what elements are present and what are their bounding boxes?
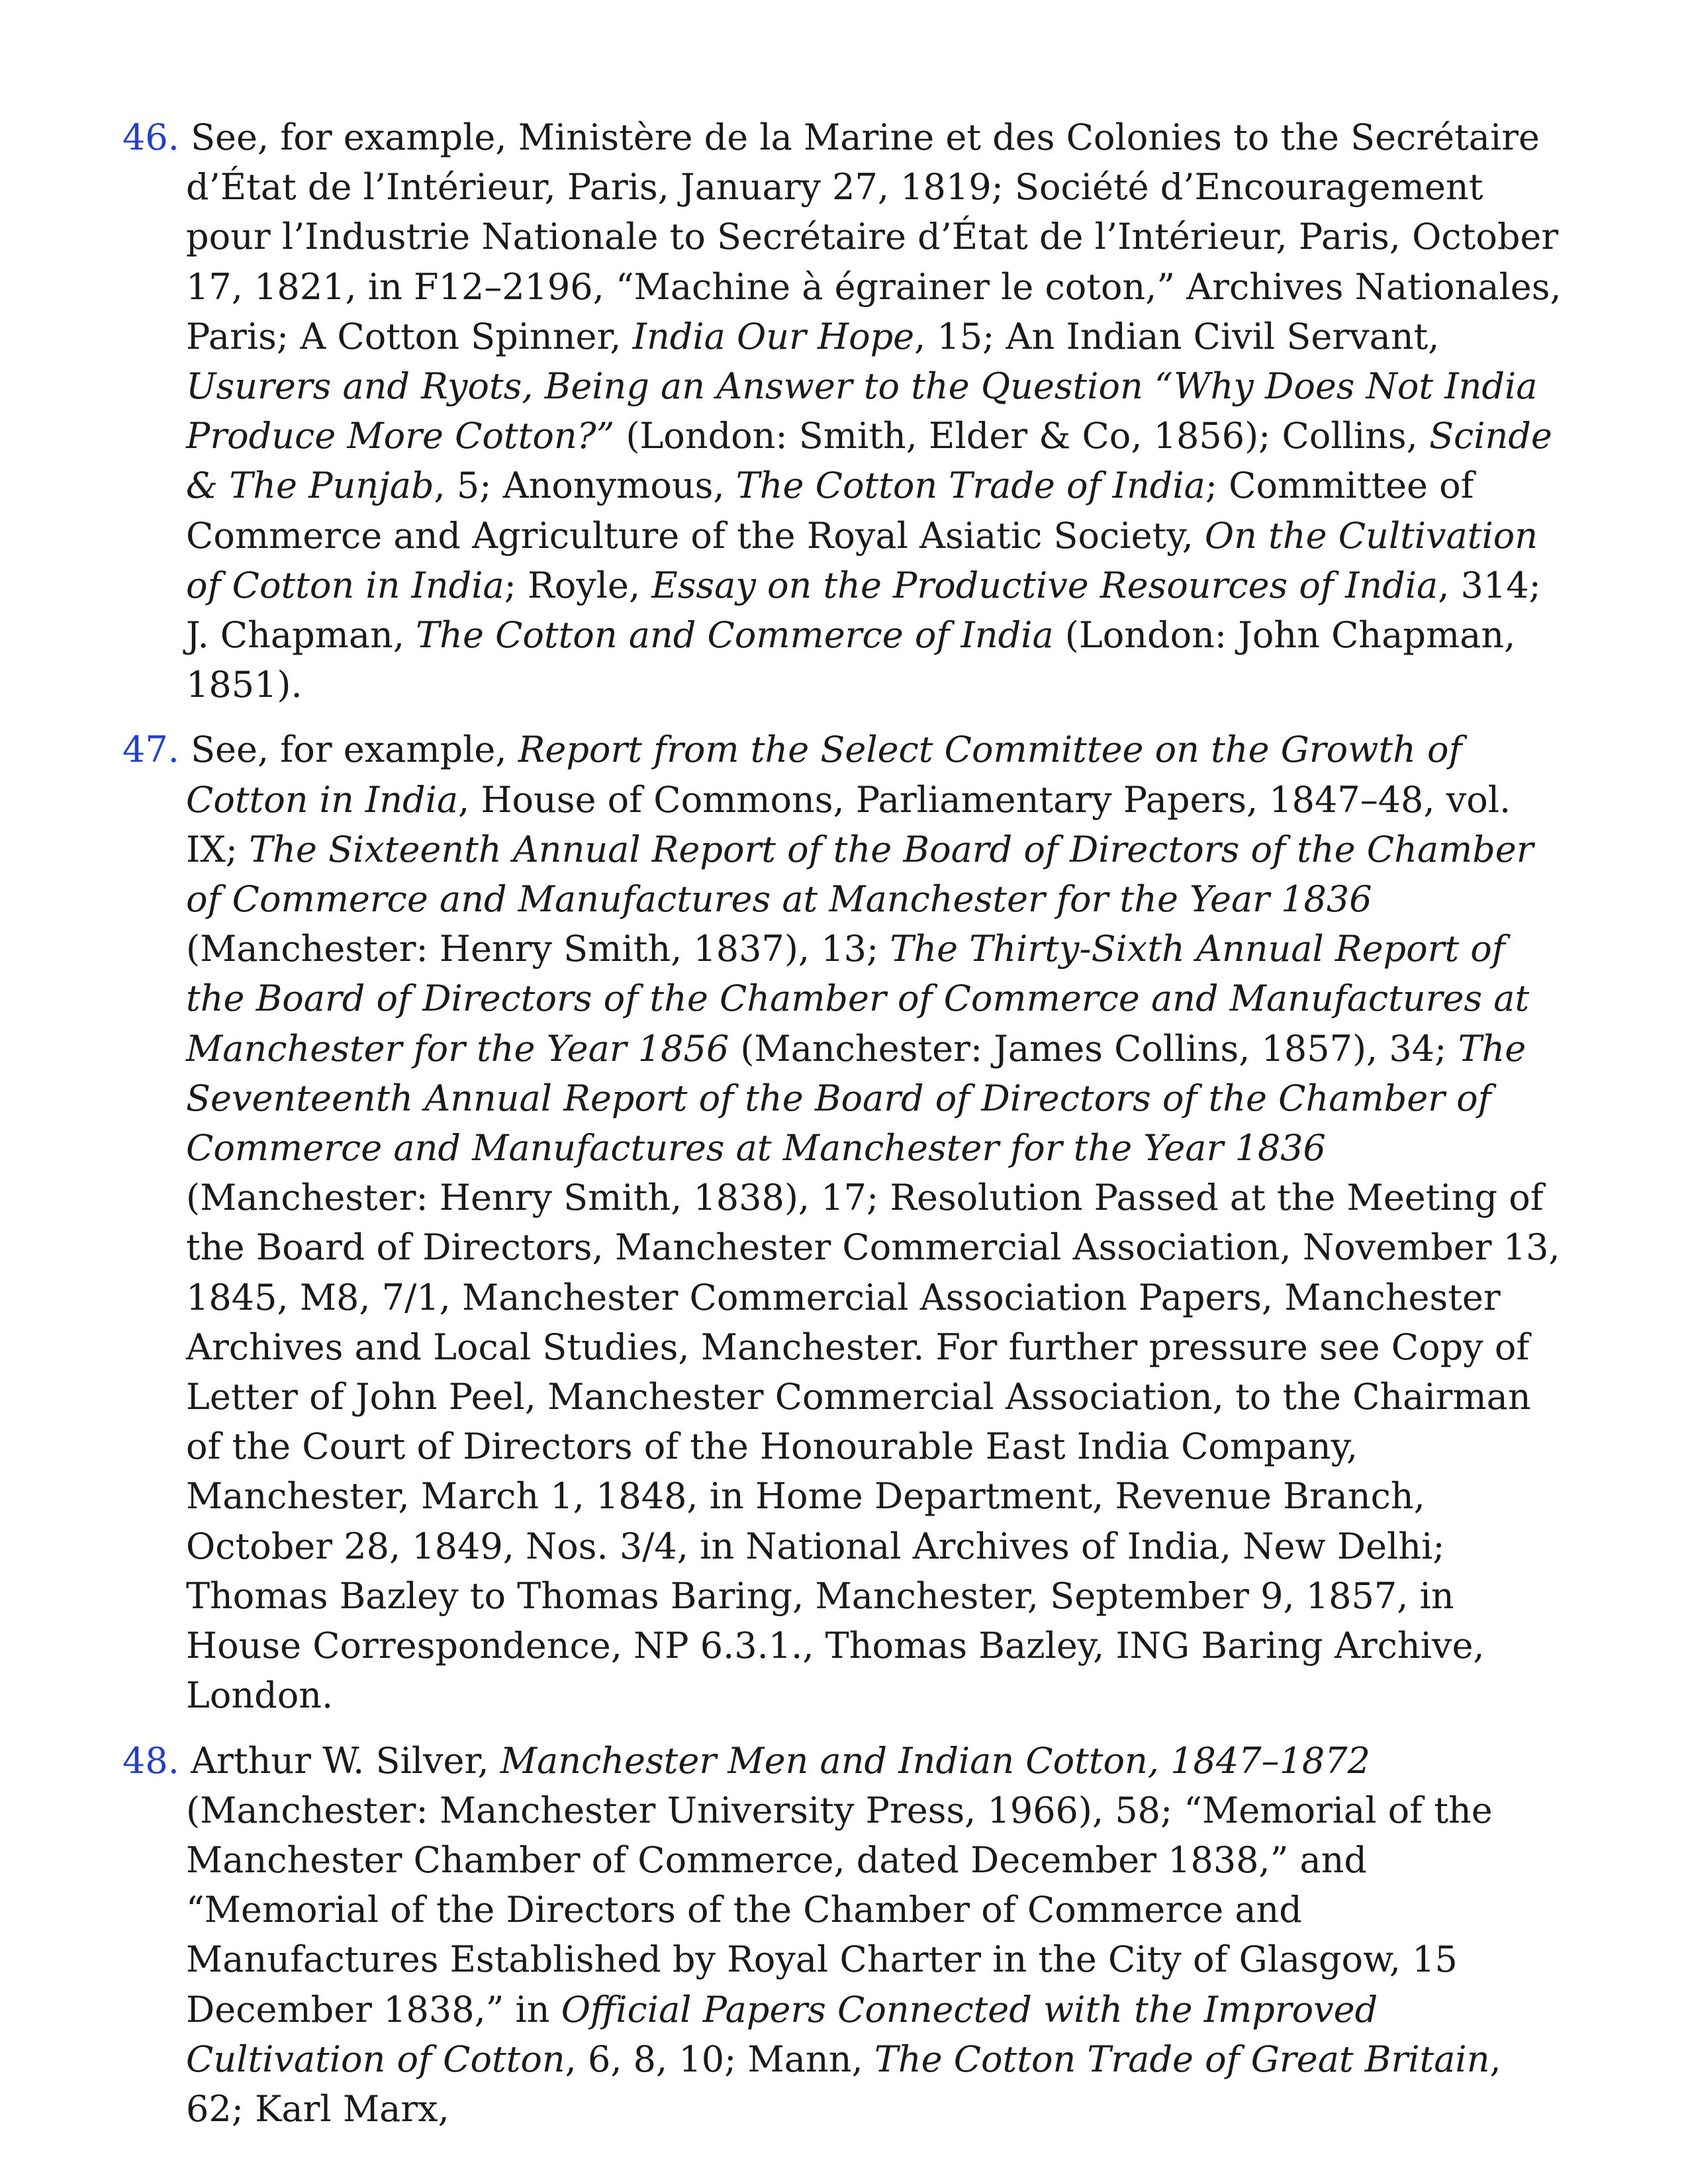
text-segment: See, for example, Ministère de la Marine et des Colonies to the Secrétaire d’État de l’Intérieur, Paris, January 27, 1819; Société d’Encouragement pour l’Industrie Nationale to Secrétaire d’État de l’Intérieur, Paris, October 17, 1821, in F12–2196, “Machine à égrainer le coton,” Archives Nationales, Paris; A Cotton Spinner, [186, 116, 1562, 357]
note-text [186, 729, 1560, 1716]
italic-title-segment: Essay on the Productive Resources of India [651, 564, 1438, 606]
text-segment: (Manchester: Henry Smith, 1838), 17; Resolution Passed at the Meeting of the Board of Directors, Manchester Commercial Association, November 13, 1845, M8, 7/1, Manchester Commercial Association Papers, Manchester Archives and Local Studies, Manchester. For further pressure see Copy of Letter of John Peel, Manchester Commercial Association, to the Chairman of the Court of Directors of the Honourable East India Company, Manchester, March 1, 1848, in Home Department, Revenue Branch, October 28, 1849, Nos. 3/4, in National Archives of India, New Delhi; Thomas Bazley to Thomas Baring, Manchester, September 9, 1857, in House Correspondence, NP 6.3.1., Thomas Bazley, ING Baring Archive, London. [186, 1177, 1560, 1717]
italic-title-segment: Usurers and Ryots, Being an Answer to the Question “Why Does Not India Produce More Cotton?” [186, 365, 1538, 457]
italic-title-segment: The Cotton Trade of Great Britain [874, 2038, 1490, 2080]
text-segment: , 15; An Indian Civil Servant, [914, 315, 1440, 357]
text-segment: See, for example, [191, 729, 518, 771]
endnote-48 [122, 1736, 1566, 2134]
text-segment: , 314; J. Chapman, [186, 564, 1541, 657]
italic-title-segment: Official Papers Connected with the Improved Cultivation of Cotton [186, 1988, 1378, 2080]
italic-title-segment: The Cotton Trade of India [735, 465, 1205, 507]
text-segment: Arthur W. Silver, [191, 1739, 500, 1782]
endnote-46 [122, 113, 1566, 709]
note-number-link[interactable]: 47. [122, 729, 179, 771]
text-segment: (London: Smith, Elder & Co, 1856); Collins, [614, 415, 1429, 457]
text-segment: , 5; Anonymous, [434, 465, 736, 507]
text-segment: (Manchester: James Collins, 1857), 34; [729, 1027, 1458, 1069]
text-segment: ; Royle, [504, 564, 652, 606]
text-segment: (Manchester: Manchester University Press, 1966), 58; “Memorial of the Manchester Chamber of Commerce, dated December 1838,” and “Memorial of the Directors of the Chamber of Commerce and Manufactures Established by Royal Charter in the City of Glasgow, 15 December 1838,” in [186, 1789, 1493, 2030]
text-segment: , House of Commons, Parliamentary Papers, 1847–48, vol. IX; [186, 778, 1511, 870]
italic-title-segment: The Seventeenth Annual Report of the Board of Directors of the Chamber of Commerce and Manufactures at Manchester for the Year 1836 [186, 1027, 1526, 1169]
note-number-link[interactable]: 48. [122, 1739, 179, 1782]
italic-title-segment: The Thirty-Sixth Annual Report of the Board of Directors of the Chamber of Commerce and Manufactures at Manchester for the Year 1856 [186, 928, 1530, 1069]
note-text [186, 1740, 1501, 2130]
text-segment: (Manchester: Henry Smith, 1837), 13; [186, 928, 890, 970]
text-segment: , 6, 8, 10; Mann, [565, 2038, 874, 2080]
text-segment: (London: John Chapman, 1851). [186, 614, 1516, 706]
italic-title-segment: India Our Hope [632, 315, 915, 357]
endnotes-list [122, 113, 1566, 2149]
italic-title-segment: The Sixteenth Annual Report of the Board of Directors of the Chamber of Commerce and Manufactures at Manchester for the Year 1836 [186, 828, 1534, 921]
italic-title-segment: Manchester Men and Indian Cotton, 1847–1872 [500, 1739, 1370, 1782]
italic-title-segment: Scinde & The Punjab [186, 415, 1552, 507]
italic-title-segment: On the Cultivation of Cotton in India [186, 514, 1538, 606]
endnote-47 [122, 725, 1566, 1720]
italic-title-segment: Report from the Select Committee on the Growth of Cotton in India [186, 729, 1462, 821]
text-segment: , 62; Karl Marx, [186, 2038, 1501, 2130]
note-text [186, 116, 1562, 705]
note-number-link[interactable]: 46. [122, 116, 179, 158]
text-segment: ; Committee of Commerce and Agriculture of the Royal Asiatic Society, [186, 465, 1474, 557]
italic-title-segment: The Cotton and Commerce of India [416, 614, 1054, 657]
